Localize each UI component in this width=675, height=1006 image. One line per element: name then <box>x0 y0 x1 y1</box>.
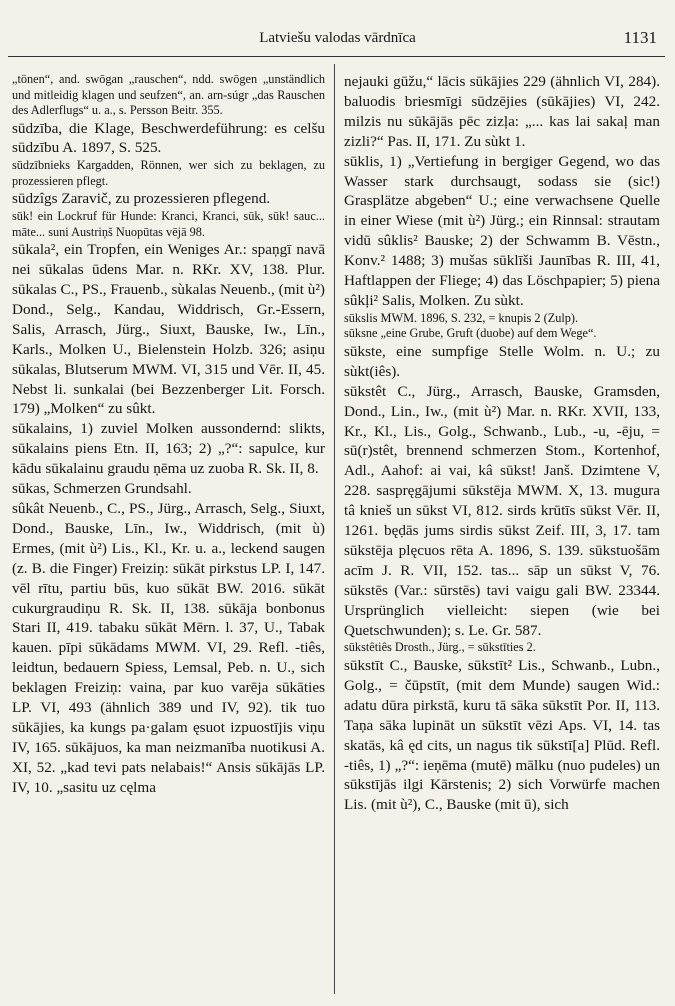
dictionary-entry: sūkstêtiês Drosth., Jürg., = sūkstīties 2. <box>344 640 536 655</box>
dictionary-entry: sūksne „eine Grube, Gruft (duobe) auf dem Wege“. <box>344 326 597 341</box>
dictionary-entry: sūkslis MWM. 1896, S. 232, = knupis 2 (Zulp). <box>344 310 579 325</box>
dictionary-entry: sūkstêt C., Jürg., Arrasch, Bauske, Gramsden, Dond., Lin., Iw., (mit ù²) Mar. n. RKr. XVII, 133, Kr., Kl., Lis., Golg., Schwanb., Lub., -u, -ēju, = sū(r)stêt, brennend schmerzen Stom., Kortenhof, Adl., Aahof: ai vai, kâ sūkst! Janš. Dzimtene V, 228. saspręgājumi sūkstēja MWM. X, 13. mugura tâ knieš un sūkst VI, 812. sirds krūtīs sūkst Vēr. II, 1261. bęḍās jums sirdis sūkst Zeif. III, 3, 17. tam sūkstēja plęcuos rēta A. 1896, S. 139. sūkstuošām acīm J. R. VII, 152. tas... sāp un sūkst V, 76. sūkstēs (Var.: sūrstēs) tavi vaigu gali BW. 23344. Ursprünglich vielleicht: siepen (wie bei Quetschwunden); s. Le. Gr. 587. <box>344 382 660 639</box>
page-header <box>0 24 675 52</box>
page-number: 1131 <box>623 28 657 47</box>
dictionary-entry: sūkste, eine sumpfige Stelle Wolm. n. U.; zu sùkt(iês). <box>344 342 660 380</box>
dictionary-entry: sūklis, 1) „Vertiefung in bergiger Gegend, wo das Wasser stark durchsaugt, sodass sie (sic!) Grasplätze abgeben“ U.; eine verwachsene Quelle in einer Wiese (mit ù²) Jürg.; ein Rinnsal: strautam vidū sûklis² Bauske; 2) der Schwamm B. Vēstn., Konv.² 1488; 3) mušas sūklīši Jaunības R. III, 41, Haftlappen der Fliege; 4) das Löschpapier; 5) piena sûkļi² Salis, Molken. Zu sùkt. <box>344 152 660 309</box>
header-rule <box>8 56 665 57</box>
left-column <box>12 72 325 798</box>
dictionary-entry: sūdzība, die Klage, Beschwerdeführung: es celšu sūdzību A. 1897, S. 525. <box>12 119 325 157</box>
dictionary-entry: sūdzîgs Zaravič, zu prozessieren pflegend. <box>12 190 271 208</box>
dictionary-entry: sūk! ein Lockruf für Hunde: Kranci, Kranci, sūk, sūk! sauc... māte... suni Austriņš Nuopūtas vējā 98. <box>12 209 325 239</box>
right-column <box>344 72 660 815</box>
dictionary-entry: „tönen“, and. swōgan „rauschen“, ndd. swōgen „unständlich und mitleidig klagen und seufzen“, an. arn-súgr „das Rauschen des Adlerflugs“ u. a., s. Persson Beitr. 355. <box>12 72 325 117</box>
dictionary-entry: sūkalains, 1) zuviel Molken aussondernd: slikts, sūkalains piens Etn. II, 163; 2) „?“: sapulce, kur kādu sūkalainu graudu ņēma uz zuoba R. Sk. II, 8. <box>12 420 325 478</box>
dictionary-entry: nejauki gūžu,“ lācis sūkājies 229 (ähnlich VI, 284). baluodis briesmīgi sūdzējies (sūkājies) VI, 242. milzis nu sūkājās pēc zizļa: „... kas lai sakaļ man zizli?“ Pas. II, 171. Zu sùkt 1. <box>344 73 660 150</box>
dictionary-entry: sūkala², ein Tropfen, ein Weniges Ar.: spaņgī navā nei sūkalas ūdens Mar. n. RKr. XV, 138. Plur. sūkalas C., PS., Frauenb., sùkalas Neuenb., (mit ù²) Dond., Selg., Kandau, Widdrisch, Gr.-Essern, Salis, Arrasch, Jürg., Siuxt, Bauske, Iw., Līn., Karls., Molken U., Bielenstein Holzb. 326; asiņu sūkalas, Blutserum MWM. VI, 315 und Vēr. II, 45. Nebst li. sunkalai (bei Bezzenberger Lit. Forsch. 179) „Molken“ zu sûkt. <box>12 241 325 418</box>
dictionary-entry: sûkât Neuenb., C., PS., Jürg., Arrasch, Selg., Siuxt, Dond., Bauske, Līn., Iw., Widdrisch, (mit ù) Ermes, (mit ù²) Lis., Kl., Kr. u. a., leckend saugen (z. B. die Finger) Freiziņ: sūkāt pirkstus LP. I, 147. vēl rītu, partiu būs, kuo sūkāt BW. 2016. sūkāt cukurgraudiņu R. Sk. II, 138. sūkāja bonbonus Stari II, 419. tabaku sūkāt Mērn. l. 37, U., Tabak kauen. pīpi sūkādams MWM. VI, 29. Refl. -tiês, leidtun, bedauern Spiess, Lemsal, Peb. n. U., sich beklagen Freiziņ: vaina, par kuo varēja sūkāties LP. VI, 493 (ähnlich 389 und IV, 92). tik tuo sūkājies, ka kungs pa·galam ęsuot izpuostījis viņu IV, 165. sūkājuos, ka man neizmanība nuotikusi A. XI, 52. „kad tevi pats nelabais!“ Ansis sūkājās LP. IV, 10. „sasitu uz cęlma <box>12 500 325 796</box>
running-title: Latviešu valodas vārdnīca <box>259 30 416 46</box>
column-divider <box>334 64 335 994</box>
dictionary-entry: sūkstīt C., Bauske, sūkstīt² Lis., Schwanb., Lubn., Golg., = čūpstīt, (mit dem Munde) saugen Wid.: adatu dūra pirkstā, kuru tā sāka sūkstīt Por. II, 113. Taņa sāka lupināt un sūkstīt vēzi Aps. VI, 14. tas skatās, kâ ęd cits, un nagus tik sūkstī[a] Plūd. Refl. -tiês, 1) „?“: ieņēma (mutē) mālku (nuo pudeles) un sūkstījās ilgi Kārstenis; 2) sich Vorwürfe machen Lis. (mit ù²), C., Bauske (mit ū), sich <box>344 656 660 814</box>
dictionary-entry: sūdzībnieks Kargadden, Rönnen, wer sich zu beklagen, zu prozessieren pflegt. <box>12 158 325 188</box>
dictionary-entry: sūkas, Schmerzen Grundsahl. <box>12 480 192 498</box>
